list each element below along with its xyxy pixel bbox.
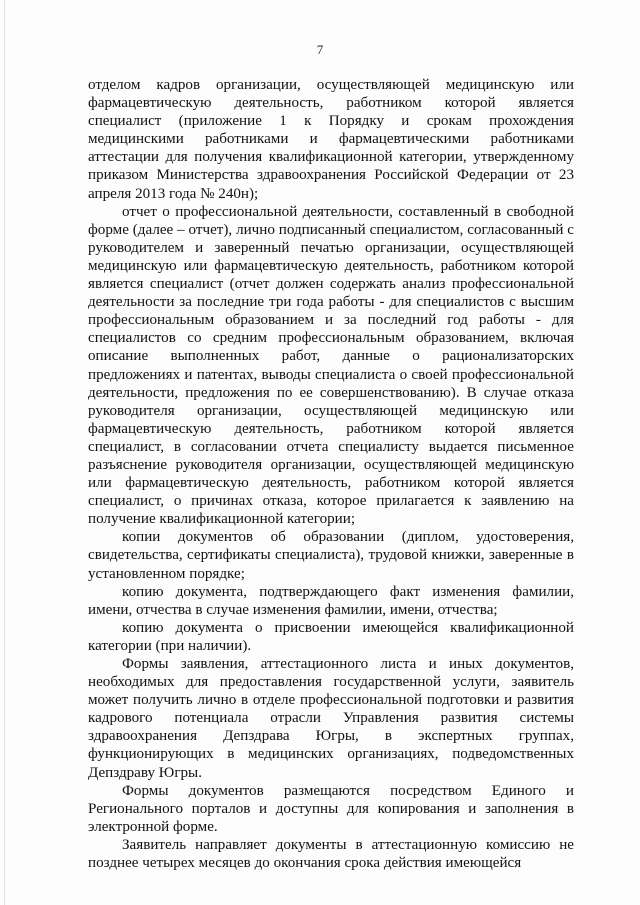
paragraph-5: копию документа о присвоении имеющейся квалификационной категории (при наличии). [88,619,574,654]
paragraph-4: копию документа, подтверждающего факт изменения фамилии, имени, отчества в случае изменения фамилии, имени, отчества; [88,583,574,618]
paragraph-2: отчет о профессиональной деятельности, составленный в свободной форме (далее – отчет), лично подписанный специалистом, согласованный с руководителем и заверенный печатью организации, осуществляющей медицинскую или фармацевтическую деятельность, работником которой является специалист (отчет должен содержать анализ профессиональной деятельности за последние три года работы - для специалистов с высшим профессиональным образованием и за последний год работы - для специалистов со средним профессиональным образованием, включая описание выполненных работ, данные о рационализаторских предложениях и патентах, выводы специалиста о своей профессиональной деятельности, предложения по ее совершенствованию). В случае отказа руководителя организации, осуществляющей медицинскую или фармацевтическую деятельность, работником которой является специалист, в согласовании отчета специалисту выдается письменное разъяснение руководителя организации, осуществляющей медицинскую или фармацевтическую деятельность, работником которой является специалист, о причинах отказа, которое прилагается к заявлению на получение квалификационной категории; [88,203,574,528]
paragraph-3: копии документов об образовании (диплом, удостоверения, свидетельства, сертификаты специалиста), трудовой книжки, заверенные в установленном порядке; [88,529,574,582]
paragraph-8: Заявитель направляет документы в аттестационную комиссию не позднее четырех месяцев до окончания срока действия имеющейся [88,836,574,872]
paragraph-7: Формы документов размещаются посредством Единого и Регионального порталов и доступны для копирования и заполнения в электронной форме. [88,782,574,835]
page-number: 7 [316,42,324,57]
paragraph-1: отделом кадров организации, осуществляющей медицинскую или фармацевтическую деятельность, работником которой является специалист (приложение 1 к Порядку и срокам прохождения медицинскими работниками и фармацевтическими работниками аттестации для получения квалификационной категории, утвержденному приказом Министерства здравоохранения Российской Федерации от 23 апреля 2013 года № 240н); [88,77,574,202]
body-text [88,76,574,872]
paragraph-6: Формы заявления, аттестационного листа и иных документов, необходимых для предоставления государственной услуги, заявитель может получить лично в отделе профессиональной подготовки и развития кадрового потенциала отрасли Управления развития системы здравоохранения Депздрава Югры, в экспертных группах, функционирующих в медицинских организациях, подведомственных Депздраву Югры. [88,656,574,781]
page-edge [4,0,5,905]
